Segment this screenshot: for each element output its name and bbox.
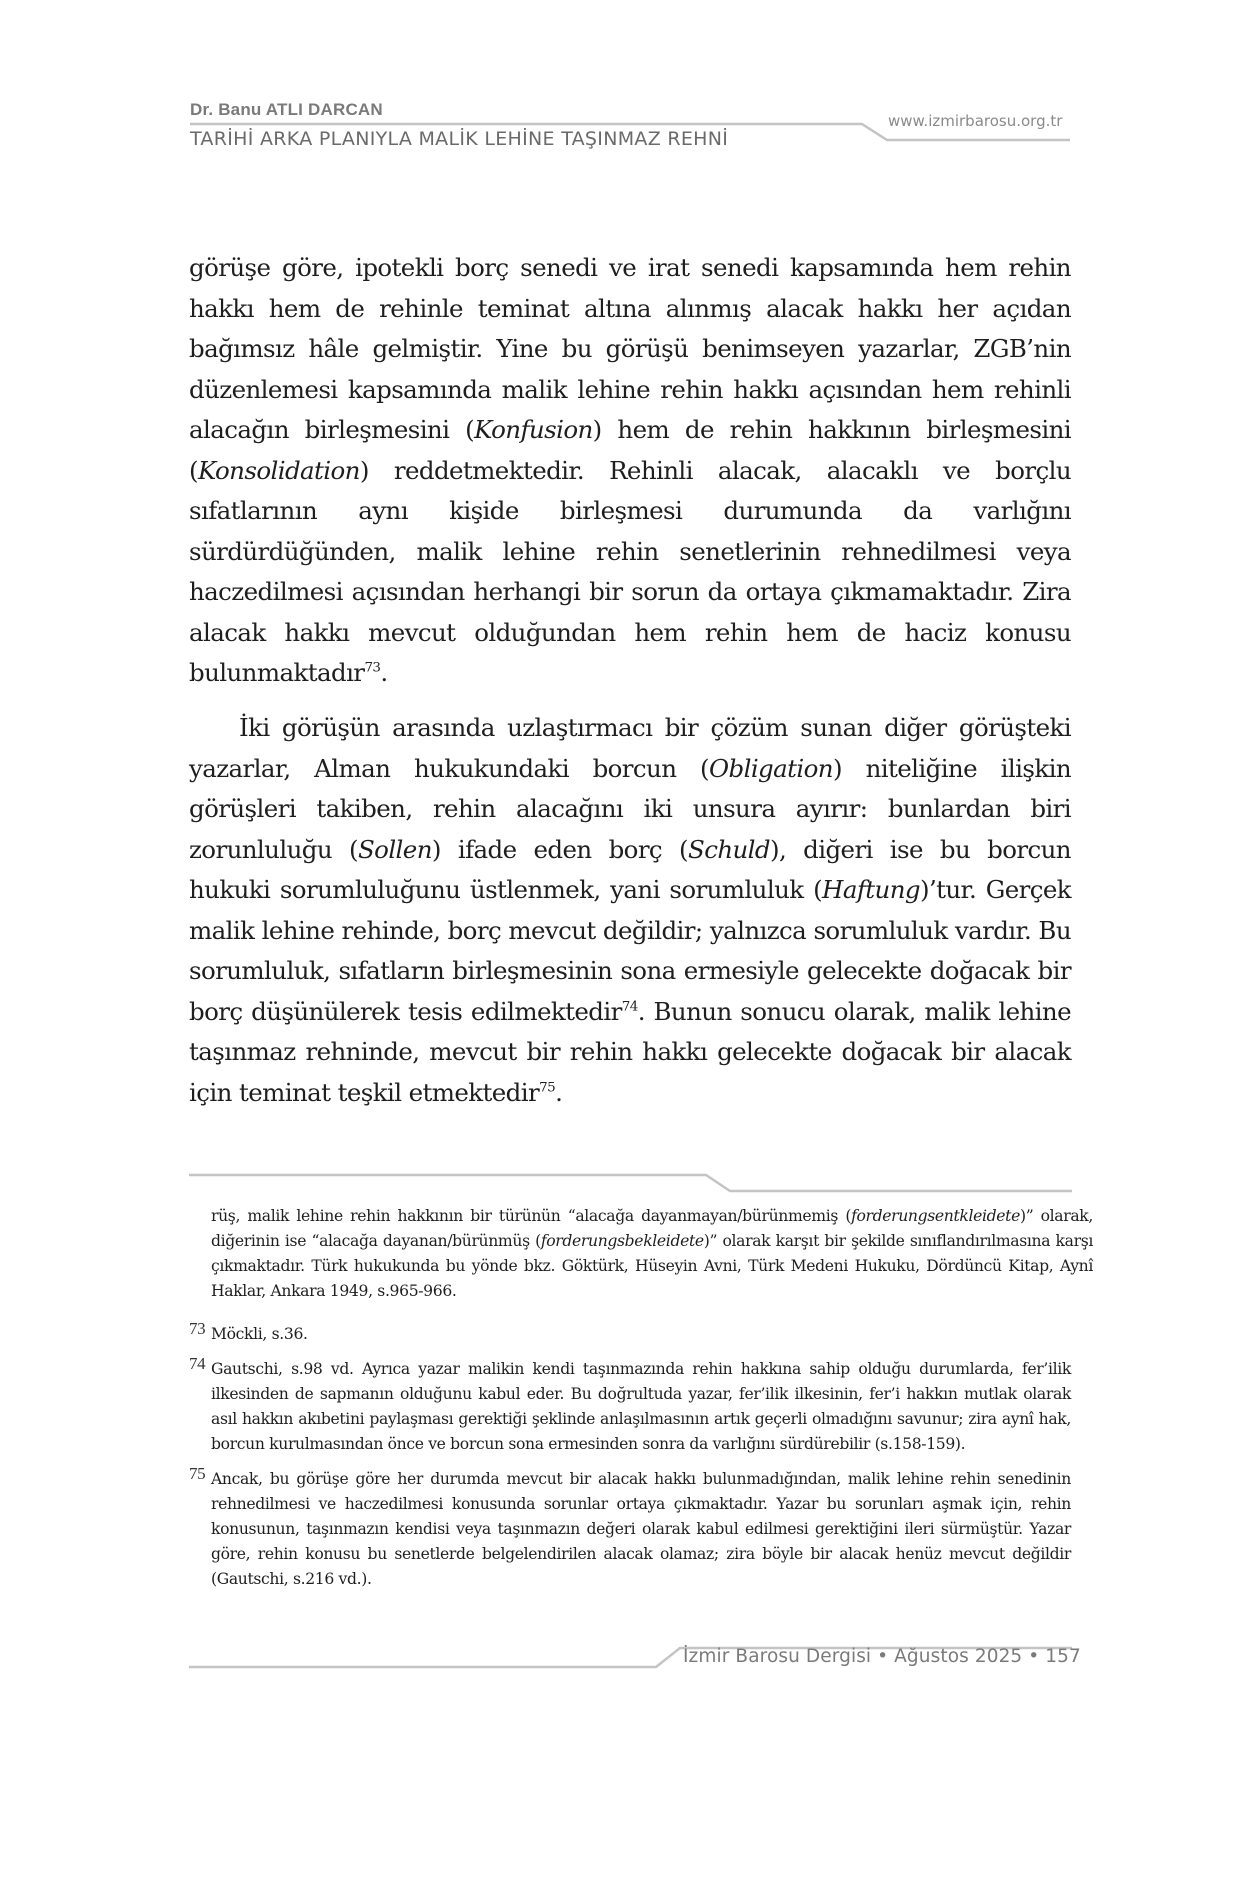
header-author: Dr. Banu ATLI DARCAN: [190, 100, 383, 119]
page-footer: [683, 1646, 1081, 1667]
footnote-separator: [189, 1175, 1072, 1191]
italic-term: Obligation: [709, 753, 833, 783]
footnote-73: [189, 1319, 1071, 1347]
text-run: İki görüşün arasında uzlaştırmacı bir çözüm sunan diğer görüşteki yazarlar, Alman hukukundaki borcun (: [189, 713, 1071, 783]
italic-term: Schuld: [688, 834, 770, 864]
text-run: ) reddetmektedir. Rehinli alacak, alacaklı ve borçlu sıfatlarının aynı kişide birleşmesi durumunda da varlığını sürdürdüğünden, malik lehine rehin senetlerinin rehnedilmesi veya haczedilmesi açısından herhangi bir sorun da ortaya çıkmamaktadır. Zira alacak hakkı mevcut olduğundan hem rehin hem de haciz konusu bulunmaktadır: [189, 455, 1071, 687]
text-run: ) ifade eden borç (: [431, 834, 689, 864]
footnote-text: Ancak, bu görüşe göre her durumda mevcut bir alacak hakkı bulunmadığından, malik lehine rehin senedinin rehnedilmesi ve haczedilmesi konusunda sorunlar ortaya çıkmaktadır. Yazar bu sorunları aşmak için, rehin konusunun, taşınmazın kendisi veya taşınmazın değeri olarak kabul edilmesi gerektiğini ileri sürmüştür. Yazar göre, rehin konusu bu senetlerde belgelendirilen alacak olamaz; zira böyle bir alacak henüz mevcut değildir (Gautschi, s.216 vd.).: [211, 1470, 1071, 1588]
footer-issue-date: Ağustos 2025: [894, 1646, 1023, 1667]
italic-term: Konfusion: [474, 415, 593, 444]
text-run: )’tur. Gerçek malik lehine rehinde, borç mevcut değildir; yalnızca sorumluluk vardır. Bu sorumluluk, sıfatların birleşmesinin sona ermesiyle gelecekte doğacak bir borç düşünülerek tesis edilmektedir: [189, 875, 1071, 1026]
text-run: .: [555, 1077, 563, 1107]
footnote-text: Gautschi, s.98 vd. Ayrıca yazar malikin kendi taşınmazında rehin hakkına sahip olduğu durumlarda, fer’ilik ilkesinden de sapmanın olduğunu kabul eder. Bu doğrultuda yazar, fer’ilik ilkesinin, fer’i hakkın mutlak olarak asıl hakkın akıbetini paylaşması gerektiği şeklinde anlaşılmasının artık geçerli olmadığını savunur; zira aynî hak, borcun kurulmasından önce ve borcun sona ermesinden sonra da varlığını sürdürebilir (s.158-159).: [211, 1360, 1071, 1453]
page-number: 157: [1045, 1646, 1081, 1667]
header-rule: [190, 124, 1070, 140]
footnote-number: 75: [189, 1464, 206, 1483]
footer-separator: •: [1028, 1646, 1040, 1667]
body-paragraph-2: [189, 708, 1071, 1113]
text-run: )” olarak karşıt bir şekilde sınıflandırılmasına karşı çıkmaktadır. Türk hukukunda bu yönde bkz. Göktürk, Hüseyin Avni, Türk Medeni Hukuku, Dördüncü Kitap, Aynî Haklar, Ankara 1949, s.965-966.: [211, 1232, 1093, 1300]
footnote-ref-75[interactable]: 75: [539, 1079, 556, 1096]
header-website-link[interactable]: www.izmirbarosu.org.tr: [888, 112, 1063, 130]
footer-separator: •: [877, 1646, 889, 1667]
footnote-text: Möckli, s.36.: [211, 1325, 308, 1343]
footnotes-list: [189, 1319, 1071, 1592]
footnote-ref-73[interactable]: 73: [364, 659, 381, 676]
footnote-number: 73: [189, 1319, 206, 1338]
text-run: ), diğeri ise bu borcun hukuki sorumluluğunu üstlenmek, yani sorumluluk (: [189, 834, 1071, 904]
italic-term: forderungsbekleidete: [540, 1232, 704, 1250]
text-run: görüşe göre, ipotekli borç senedi ve irat senedi kapsamında hem rehin hakkı hem de rehinle teminat altına alınmış alacak hakkı her açıdan bağımsız hâle gelmiştir. Yine bu görüşü benimseyen yazarlar, ZGB’nin düzenlemesi kapsamında malik lehine rehin hakkı açısından hem rehinli alacağın birleşmesini (: [189, 253, 1071, 444]
header-article-title: TARİHİ ARKA PLANIYLA MALİK LEHİNE TAŞINMAZ REHNİ: [190, 128, 729, 150]
text-run: rüş, malik lehine rehin hakkının bir türünün “alacağa dayanmayan/bürünmemiş (: [211, 1207, 852, 1225]
footnote-continuation: [189, 1204, 1093, 1304]
footnote-ref-74[interactable]: 74: [621, 998, 638, 1015]
footnote-75: [189, 1464, 1071, 1592]
footnote-74: [189, 1354, 1071, 1457]
text-run: ) niteliğine ilişkin görüşleri takiben, rehin alacağını iki unsura ayırır: bunlardan biri zorunluluğu (: [189, 753, 1071, 864]
italic-term: Konsolidation: [197, 455, 360, 485]
text-run: .: [380, 658, 388, 687]
text-run: . Bunun sonucu olarak, malik lehine taşınmaz rehninde, mevcut bir rehin hakkı gelecekte doğacak bir alacak için teminat teşkil etmektedir: [189, 996, 1071, 1107]
text-run: ) hem de rehin hakkının birleşmesini (: [189, 415, 1071, 485]
footer-journal-name: İzmir Barosu Dergisi: [683, 1646, 872, 1667]
italic-term: Haftung: [822, 875, 920, 904]
italic-term: forderungsentkleidete: [851, 1207, 1020, 1225]
body-paragraph-1: [189, 248, 1071, 694]
italic-term: Sollen: [357, 834, 432, 864]
footnote-number: 74: [189, 1354, 206, 1373]
text-run: )” olarak, diğerinin ise “alacağa dayanan/bürünmüş (: [211, 1207, 1094, 1250]
